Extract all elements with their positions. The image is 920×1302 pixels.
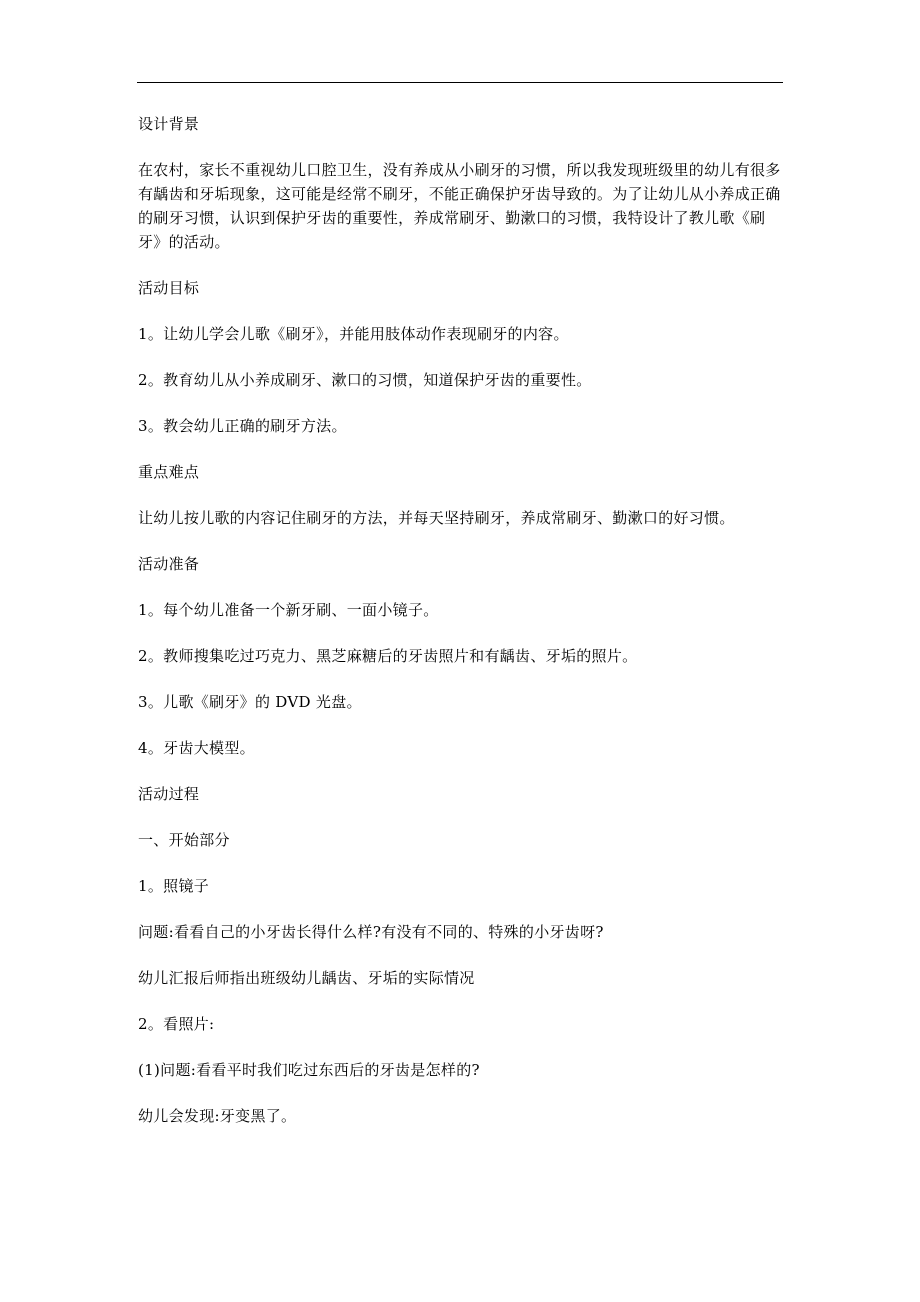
goal-item-1: 1。让幼儿学会儿歌《刷牙》，并能用肢体动作表现刷牙的内容。 <box>138 325 569 343</box>
step-photos: 2。看照片: <box>138 1015 215 1033</box>
preparation-item-3: 3。儿歌《刷牙》的 DVD 光盘。 <box>138 693 362 711</box>
preparation-item-1: 1。每个幼儿准备一个新牙刷、一面小镜子。 <box>138 601 439 619</box>
step-mirror: 1。照镜子 <box>138 877 210 895</box>
question-mirror: 问题:看看自己的小牙齿长得什么样?有没有不同的、特殊的小牙齿呀? <box>138 923 604 941</box>
document-body <box>138 112 786 1128</box>
question-photos: (1)问题:看看平时我们吃过东西后的牙齿是怎样的? <box>138 1061 480 1079</box>
preparation-item-4: 4。牙齿大模型。 <box>138 739 255 757</box>
heading-design-background: 设计背景 <box>138 115 200 133</box>
children-finding: 幼儿会发现:牙变黑了。 <box>138 1107 297 1125</box>
heading-preparation: 活动准备 <box>138 555 200 573</box>
teacher-note: 幼儿汇报后师指出班级幼儿龋齿、牙垢的实际情况 <box>138 969 475 987</box>
paragraph-key-points: 让幼儿按儿歌的内容记住刷牙的方法，并每天坚持刷牙，养成常刷牙、勤漱口的好习惯。 <box>138 509 735 527</box>
heading-activity-goals: 活动目标 <box>138 279 200 297</box>
goal-item-3: 3。教会幼儿正确的刷牙方法。 <box>138 417 347 435</box>
heading-activity-process: 活动过程 <box>138 785 200 803</box>
preparation-item-2: 2。教师搜集吃过巧克力、黑芝麻糖后的牙齿照片和有龋齿、牙垢的照片。 <box>138 647 638 665</box>
section-start: 一、开始部分 <box>138 831 230 849</box>
heading-key-points: 重点难点 <box>138 463 200 481</box>
goal-item-2: 2。教育幼儿从小养成刷牙、漱口的习惯，知道保护牙齿的重要性。 <box>138 371 592 389</box>
paragraph-background-text: 在农村，家长不重视幼儿口腔卫生，没有养成从小刷牙的习惯，所以我发现班级里的幼儿有很多有龋齿和牙垢现象，这可能是经常不刷牙，不能正确保护牙齿导致的。为了让幼儿从小养成正确的刷牙习惯，认识到保护牙齿的重要性，养成常刷牙、勤漱口的习惯，我特设计了教儿歌《刷牙》的活动。 <box>138 161 781 251</box>
header-rule <box>137 82 783 83</box>
